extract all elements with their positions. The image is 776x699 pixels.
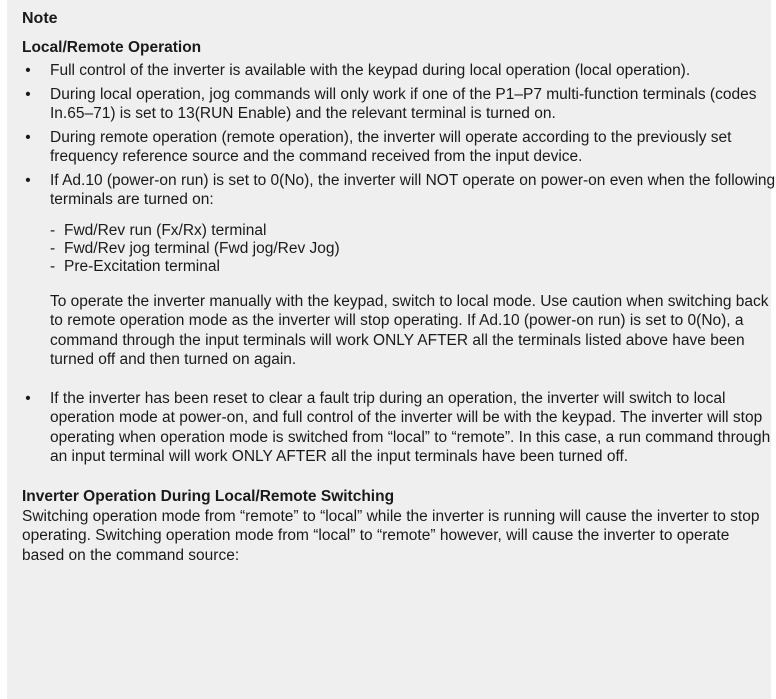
bullet-icon: • <box>25 85 31 103</box>
section-heading-local-remote: Local/Remote Operation <box>22 39 202 56</box>
list-item <box>22 171 776 370</box>
bullet-icon: • <box>25 62 31 79</box>
list-item <box>22 128 776 167</box>
dash-icon: - <box>50 239 56 257</box>
sub-item-text: Fwd/Rev run (Fx/Rx) terminal <box>64 221 267 239</box>
sub-item-text: Fwd/Rev jog terminal (Fwd jog/Rev Jog) <box>64 239 340 257</box>
bullet-text: Full control of the inverter is available with the keypad during local operation (local operation). <box>50 62 691 79</box>
list-item <box>50 222 776 240</box>
terminal-list <box>50 222 776 276</box>
bullet-list <box>22 61 776 467</box>
bullet-icon: • <box>25 389 31 407</box>
list-item <box>50 240 776 258</box>
bullet-text: If Ad.10 (power-on run) is set to 0(No), the inverter will NOT operate on power-on even when the following terminals are turned on: <box>50 171 776 208</box>
list-item <box>22 389 776 467</box>
local-mode-paragraph: To operate the inverter manually with the keypad, switch to local mode. Use caution when switching back to remote operation mode as the inverter will stop operating. If Ad.10 (power-on run) is set to 0(No), a command through the input terminals will work ONLY AFTER all the terminals listed above have been turned off and then turned on again. <box>50 292 769 368</box>
bullet-text: During local operation, jog commands will only work if one of the P1–P7 multi-function terminals (codes In.65–71) is set to 13(RUN Enable) and the relevant terminal is turned on. <box>50 85 757 122</box>
list-item <box>50 258 776 276</box>
list-item <box>22 85 776 124</box>
section-switching <box>22 487 771 566</box>
note-title: Note <box>22 10 58 27</box>
dash-icon: - <box>50 221 56 239</box>
switching-paragraph: Switching operation mode from “remote” to “local” while the inverter is running will cause the inverter to stop operating. Switching operation mode from “local” to “remote” however, will cause the inverter to operate based on the command source: <box>22 507 760 564</box>
sub-item-text: Pre-Excitation terminal <box>64 257 220 275</box>
bullet-icon: • <box>25 171 31 189</box>
bullet-text: During remote operation (remote operation), the inverter will operate according to the previously set frequency reference source and the command received from the input device. <box>50 128 732 165</box>
dash-icon: - <box>50 257 56 275</box>
list-item <box>22 61 776 81</box>
note-box <box>7 0 776 699</box>
section-heading-switching: Inverter Operation During Local/Remote Switching <box>22 487 395 505</box>
bullet-text: If the inverter has been reset to clear a fault trip during an operation, the inverter will switch to local operation mode at power-on, and full control of the inverter will be with the keypad. The inverter will stop operating when operation mode is switched from “local” to “remote”. In this case, a run command through an input terminal will work ONLY AFTER all the input terminals have been turned off. <box>50 389 771 465</box>
bullet-icon: • <box>25 128 31 146</box>
